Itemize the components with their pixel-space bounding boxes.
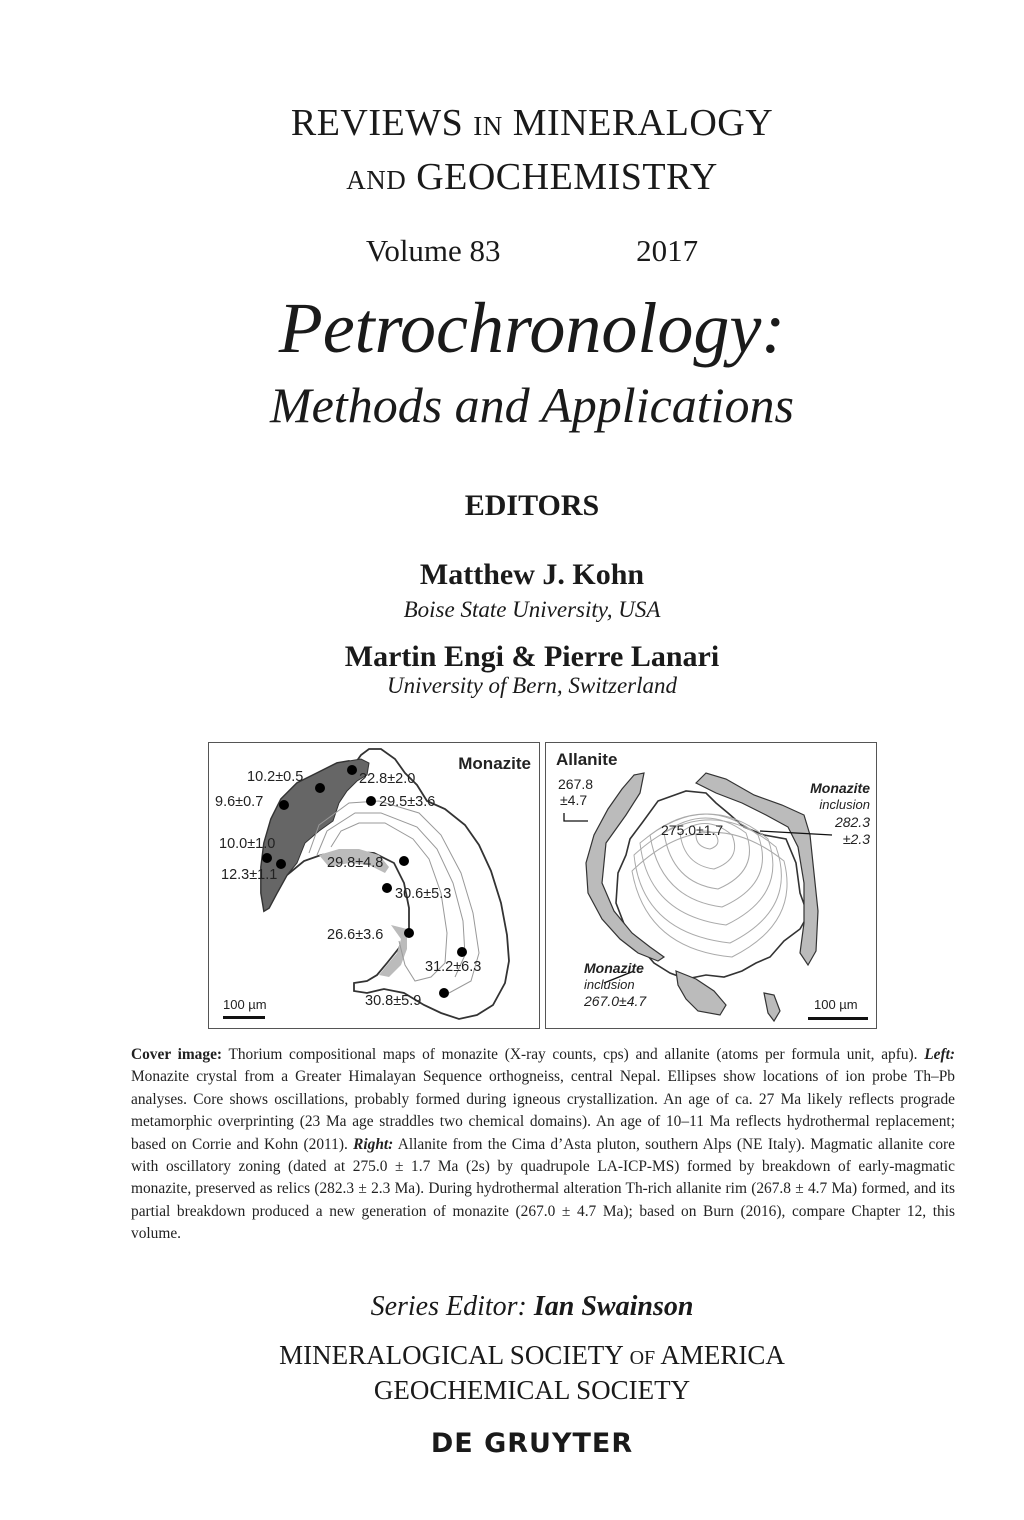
scale-bar [223,1016,265,1019]
inclusion-title: Monazite [584,960,644,976]
rim-age-error: ±4.7 [560,792,588,808]
scale-bar [808,1017,868,1020]
age-label: 30.6±5.3 [395,886,452,902]
scale-bar-label: 100 µm [814,997,858,1012]
rim-age: 267.8 [558,776,594,792]
series-editor-label: Series Editor: [370,1291,527,1322]
caption-left-label: Left: [924,1046,955,1063]
age-label: 31.2±6.3 [425,959,482,975]
editor-name: Martin Engi & Pierre Lanari [344,640,720,673]
age-label: 10.0±1.0 [219,836,276,852]
series-word: REVIEWS [290,102,464,144]
series-word: GEOCHEMISTRY [416,156,718,198]
inclusion-word: inclusion [819,797,870,812]
inclusion-title: Monazite [810,780,870,796]
caption-right-text: Allanite from the Cima d’Asta pluton, southern Alps (NE Italy). Magmatic allanite core with oscillatory zoning (dated at 275.0 ± 1.7 Ma (2s) by quadrupole LA-ICP-MS) formed by breakdown of early-magmatic monazite, preserved as relics (282.3 ± 2.3 Ma). During hydrothermal alteration Th-rich allanite rim (267.8 ± 4.7 Ma) formed, and its partial breakdown produced a new generation of monazite (267.0 ± 4.7 Ma); based on Burn (2016), compare Chapter 12, this volume. [131,1135,955,1243]
inclusion-age: 267.0±4.7 [584,993,647,1009]
editor-name: Matthew J. Kohn [419,558,645,591]
inclusion-age: 282.3 [834,814,870,830]
monazite-map-illustration [209,743,539,1028]
series-editor-line [20,1291,1024,1323]
society-word-small-caps: OF [629,1347,656,1369]
book-title: Petrochronology: [278,288,786,368]
series-word: MINERALOGY [512,102,774,144]
caption-intro: Thorium compositional maps of monazite (X-ray counts, cps) and allanite (atoms per formula unit, apfu). [222,1046,925,1063]
volume-year: 2017 [636,233,699,268]
editors-heading: EDITORS [464,489,600,522]
age-label: 26.6±3.6 [327,927,384,943]
editor-affiliation: Boise State University, USA [403,597,661,622]
publisher-logo: DE GRUYTER [430,1428,634,1459]
panel-title-allanite: Allanite [556,750,618,769]
book-subtitle: Methods and Applications [269,377,795,433]
figure-caption [131,1044,955,1246]
scale-bar-label: 100 µm [223,997,267,1012]
age-label: 12.3±1.1 [221,867,278,883]
series-editor-name: Ian Swainson [533,1291,694,1322]
series-word-small-caps: AND [346,165,407,195]
panel-title-monazite: Monazite [458,754,531,773]
series-word-small-caps: IN [473,111,503,141]
series-title-line-2 [20,158,1024,196]
allanite-panel [545,742,877,1029]
caption-left-text: Monazite crystal from a Greater Himalayan Sequence orthogneiss, central Nepal. Ellipses show locations of ion probe Th–Pb analyses. Core shows oscillations, probably formed during igneous crystallization. An age of ca. 27 Ma likely reflects prograde metamorphic overprinting (23 Ma age straddles two chemical domains). An age of 10–11 Ma reflects hydrothermal replacement; based on Corrie and Kohn (2011). [131,1068,955,1153]
caption-right-label: Right: [353,1135,394,1153]
inclusion-word: inclusion [584,977,635,992]
monazite-panel [208,742,540,1029]
allanite-map-illustration [546,743,876,1028]
age-label: 30.8±5.9 [365,993,422,1009]
cover-figure [208,742,877,1029]
age-label: 29.8±4.8 [327,855,384,871]
society-line-2: GEOCHEMICAL SOCIETY [373,1375,691,1405]
age-label: 9.6±0.7 [215,794,264,810]
inclusion-age-error: ±2.3 [842,831,870,847]
age-label: 29.5±3.6 [379,794,436,810]
society-line-1 [20,1340,1024,1371]
editor-affiliation: University of Bern, Switzerland [386,673,678,698]
age-label: 22.8±2.0 [359,771,416,787]
caption-lead: Cover image: [131,1046,223,1063]
series-title-line-1 [20,104,1024,142]
volume-number: Volume 83 [365,233,501,268]
society-name: AMERICA [660,1340,785,1370]
society-name: MINERALOGICAL SOCIETY [279,1340,623,1370]
age-label: 10.2±0.5 [247,769,304,785]
core-age: 275.0±1.7 [661,822,724,838]
volume-line [20,233,1024,269]
